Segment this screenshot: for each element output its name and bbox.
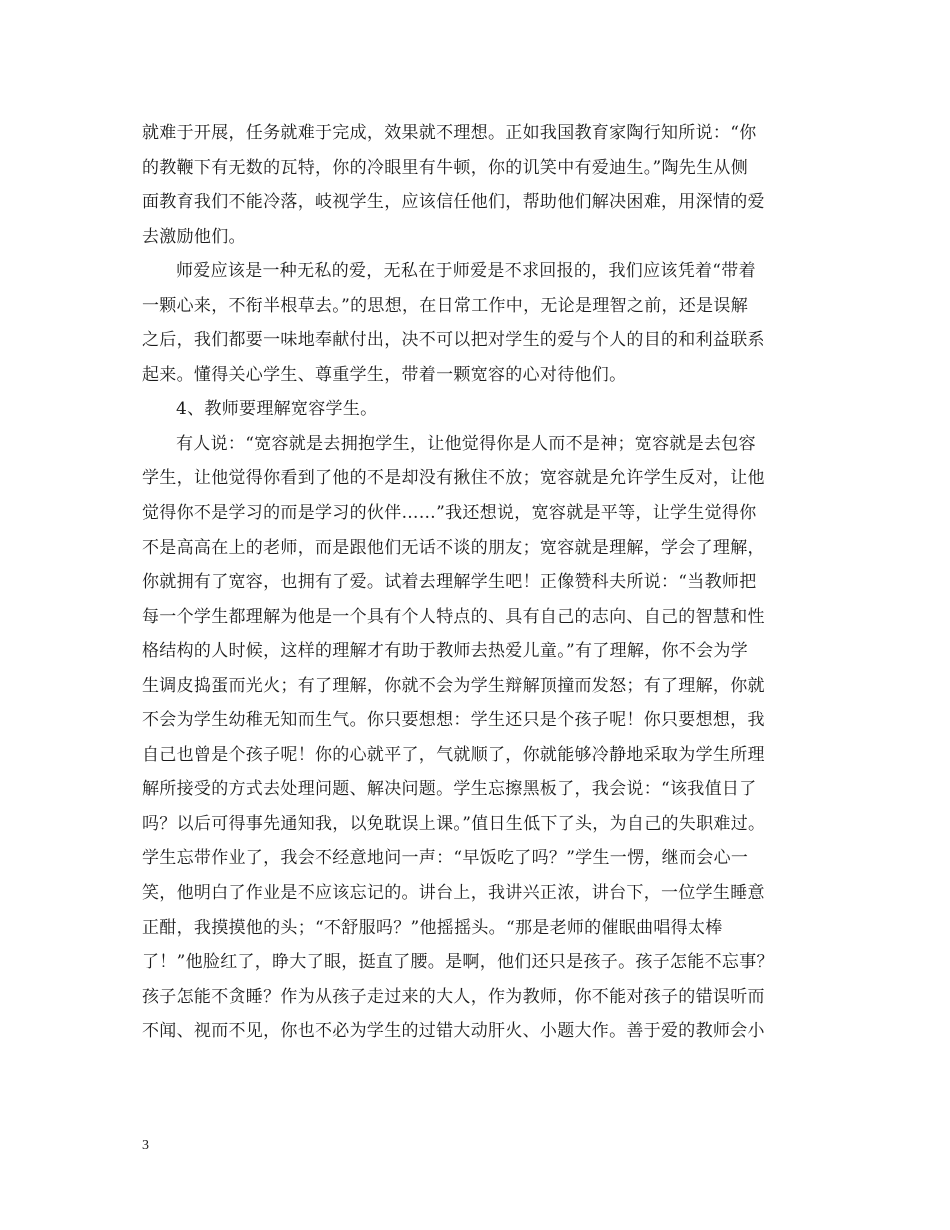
text-line: 正酣，我摸摸他的头；“不舒服吗？”他摇摇头。“那是老师的催眠曲唱得太棒 [142, 917, 723, 938]
text-line: 有人说：“宽容就是去拥抱学生，让他觉得你是人而不是神；宽容就是去包容 [176, 433, 756, 454]
body-text [142, 116, 814, 1049]
text-line: 学生忘带作业了，我会不经意地问一声：“早饭吃了吗？”学生一愣，继而会心一 [142, 848, 749, 869]
text-line: 面教育我们不能冷落，岐视学生，应该信任他们，帮助他们解决困难，用深情的爱 [142, 192, 765, 213]
text-line: 的教鞭下有无数的瓦特，你的冷眼里有牛顿，你的讥笑中有爱迪生。”陶先生从侧 [142, 157, 748, 178]
text-line: 不会为学生幼稚无知而生气。你只要想想：学生还只是个孩子呢！你只要想想，我 [142, 710, 765, 731]
text-line: 了！”他脸红了，睁大了眼，挺直了腰。是啊，他们还只是孩子。孩子怎能不忘事？ [142, 952, 774, 973]
text-line: 笑，他明白了作业是不应该忘记的。讲台上，我讲兴正浓，讲台下，一位学生睡意 [142, 883, 765, 904]
text-line: 不是高高在上的老师，而是跟他们无话不谈的朋友；宽容就是理解，学会了理解， [142, 537, 765, 558]
text-line: 就难于开展，任务就难于完成，效果就不理想。正如我国教育家陶行知所说：“你 [142, 123, 757, 143]
text-line: 吗？以后可得事先通知我，以免耽误上课。”值日生低下了头，为自己的失职难过。 [142, 813, 766, 834]
text-line: 孩子怎能不贪睡？作为从孩子走过来的大人，作为教师，你不能对孩子的错误听而 [142, 986, 765, 1007]
text-line: 每一个学生都理解为他是一个具有个人特点的、具有自己的志向、自己的智慧和性 [142, 606, 765, 627]
text-line: 不闻、视而不见，你也不必为学生的过错大动肝火、小题大作。善于爱的教师会小 [142, 1021, 765, 1042]
text-line: 你就拥有了宽容，也拥有了爱。试着去理解学生吧！正像赞科夫所说：“当教师把 [142, 572, 757, 593]
text-line: 去激励他们。 [142, 226, 246, 247]
text-line: 之后，我们都要一味地奉献付出，决不可以把对学生的爱与个人的目的和利益联系 [142, 330, 765, 351]
text-line: 师爱应该是一种无私的爱，无私在于师爱是不求回报的，我们应该凭着“带着 [176, 261, 756, 282]
text-line: 生调皮捣蛋而光火；有了理解，你就不会为学生辩解顶撞而发怒；有了理解，你就 [142, 675, 765, 696]
text-line: 自己也曾是个孩子呢！你的心就平了，气就顺了，你就能够冷静地采取为学生所理 [142, 744, 765, 765]
text-line: 4、教师要理解宽容学生。 [176, 399, 378, 420]
text-line: 一颗心来，不衔半根草去。”的思想，在日常工作中，无论是理智之前，还是误解 [142, 295, 748, 316]
text-line: 格结构的人时候，这样的理解才有助于教师去热爱儿童。”有了理解，你不会为学 [142, 641, 748, 662]
text-line: 学生，让他觉得你看到了他的不是却没有揪住不放；宽容就是允许学生反对，让他 [142, 468, 765, 489]
text-line: 觉得你不是学习的而是学习的伙伴……”我还想说，宽容就是平等，让学生觉得你 [142, 503, 757, 524]
page-number: 3 [142, 1138, 149, 1153]
text-line: 起来。懂得关心学生、尊重学生，带着一颗宽容的心对待他们。 [142, 364, 627, 385]
text-line: 解所接受的方式去处理问题、解决问题。学生忘擦黑板了，我会说：“该我值日了 [142, 779, 757, 800]
